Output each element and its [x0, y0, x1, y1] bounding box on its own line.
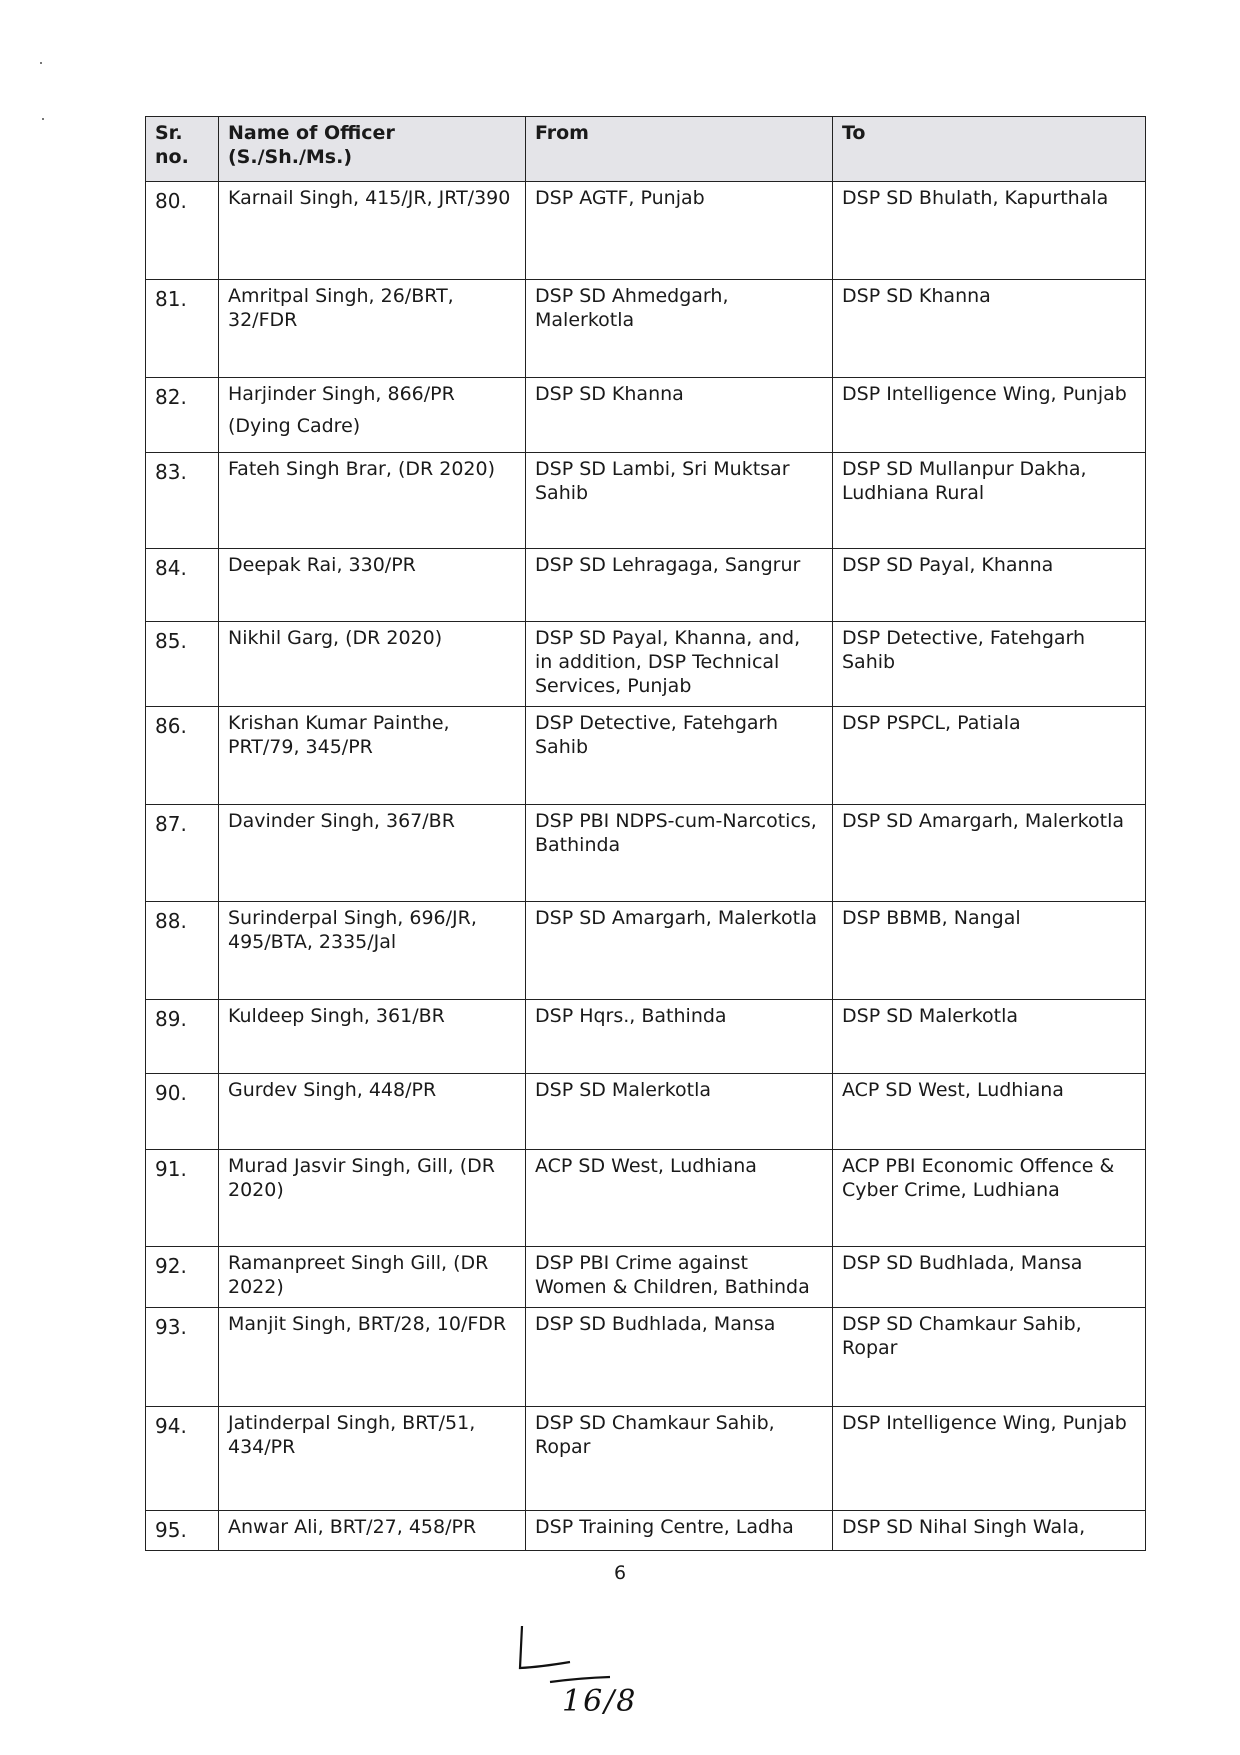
cell-from: DSP Training Centre, Ladha: [526, 1511, 833, 1551]
cell-to: DSP SD Payal, Khanna: [833, 549, 1146, 622]
table-row: [146, 1000, 1146, 1074]
cell-from: DSP AGTF, Punjab: [526, 182, 833, 280]
cell-from: DSP Detective, Fatehgarh Sahib: [526, 707, 833, 805]
cell-to: DSP SD Chamkaur Sahib, Ropar: [833, 1308, 1146, 1407]
cell-from: DSP Hqrs., Bathinda: [526, 1000, 833, 1074]
cell-name: Surinderpal Singh, 696/JR, 495/BTA, 2335/Jal: [219, 902, 526, 1000]
cell-from: DSP SD Lambi, Sri Muktsar Sahib: [526, 453, 833, 549]
cell-from: ACP SD West, Ludhiana: [526, 1150, 833, 1247]
cell-to: DSP SD Mullanpur Dakha, Ludhiana Rural: [833, 453, 1146, 549]
header-name: Name of Officer (S./Sh./Ms.): [219, 117, 526, 182]
table-row: [146, 1407, 1146, 1511]
cell-to: DSP Intelligence Wing, Punjab: [833, 378, 1146, 453]
cell-from: DSP SD Chamkaur Sahib, Ropar: [526, 1407, 833, 1511]
cell-name: Ramanpreet Singh Gill, (DR 2022): [219, 1247, 526, 1308]
cell-name: Amritpal Singh, 26/BRT, 32/FDR: [219, 280, 526, 378]
cell-from: DSP SD Budhlada, Mansa: [526, 1308, 833, 1407]
page-number: 6: [613, 1562, 627, 1584]
cell-to: DSP SD Amargarh, Malerkotla: [833, 805, 1146, 902]
handwritten-signature: [510, 1620, 690, 1690]
table-row: [146, 378, 1146, 453]
cell-sr: 88.: [146, 902, 219, 1000]
table-row: [146, 622, 1146, 707]
cell-sr: 82.: [146, 378, 219, 453]
header-sr: Sr. no.: [146, 117, 219, 182]
cell-from: DSP SD Payal, Khanna, and, in addition, DSP Technical Services, Punjab: [526, 622, 833, 707]
cell-from: DSP SD Khanna: [526, 378, 833, 453]
cell-to: DSP SD Khanna: [833, 280, 1146, 378]
cell-name: Manjit Singh, BRT/28, 10/FDR: [219, 1308, 526, 1407]
cell-from: DSP PBI NDPS-cum-Narcotics, Bathinda: [526, 805, 833, 902]
cell-sr: 89.: [146, 1000, 219, 1074]
cell-sr: 86.: [146, 707, 219, 805]
cell-to: DSP PSPCL, Patiala: [833, 707, 1146, 805]
cell-name: Deepak Rai, 330/PR: [219, 549, 526, 622]
cell-sr: 92.: [146, 1247, 219, 1308]
cell-name: Anwar Ali, BRT/27, 458/PR: [219, 1511, 526, 1551]
cell-to: DSP SD Nihal Singh Wala,: [833, 1511, 1146, 1551]
cell-sr: 84.: [146, 549, 219, 622]
cell-sr: 85.: [146, 622, 219, 707]
cell-sr: 81.: [146, 280, 219, 378]
cell-to: DSP BBMB, Nangal: [833, 902, 1146, 1000]
transfer-table: [145, 116, 1146, 1551]
cell-sr: 87.: [146, 805, 219, 902]
cell-from: DSP SD Amargarh, Malerkotla: [526, 902, 833, 1000]
cell-name: Kuldeep Singh, 361/BR: [219, 1000, 526, 1074]
header-to: To: [833, 117, 1146, 182]
table-row: [146, 1511, 1146, 1551]
cell-name: Nikhil Garg, (DR 2020): [219, 622, 526, 707]
cell-to: DSP SD Bhulath, Kapurthala: [833, 182, 1146, 280]
table-row: [146, 1308, 1146, 1407]
cell-name: Karnail Singh, 415/JR, JRT/390: [219, 182, 526, 280]
cell-sr: 90.: [146, 1074, 219, 1150]
cell-sr: 94.: [146, 1407, 219, 1511]
cell-sr: 91.: [146, 1150, 219, 1247]
cell-to: DSP SD Malerkotla: [833, 1000, 1146, 1074]
cell-sr: 83.: [146, 453, 219, 549]
cell-from: DSP PBI Crime against Women & Children, Bathinda: [526, 1247, 833, 1308]
name-note: (Dying Cadre): [228, 415, 361, 437]
cell-name: Murad Jasvir Singh, Gill, (DR 2020): [219, 1150, 526, 1247]
table-row: [146, 1247, 1146, 1308]
table-row: [146, 280, 1146, 378]
cell-name: Jatinderpal Singh, BRT/51, 434/PR: [219, 1407, 526, 1511]
cell-from: DSP SD Malerkotla: [526, 1074, 833, 1150]
cell-from: DSP SD Lehragaga, Sangrur: [526, 549, 833, 622]
cell-to: DSP SD Budhlada, Mansa: [833, 1247, 1146, 1308]
table-header-row: [146, 117, 1146, 182]
cell-sr: 95.: [146, 1511, 219, 1551]
cell-to: DSP Intelligence Wing, Punjab: [833, 1407, 1146, 1511]
cell-name: Fateh Singh Brar, (DR 2020): [219, 453, 526, 549]
table-row: [146, 805, 1146, 902]
cell-name: Krishan Kumar Painthe, PRT/79, 345/PR: [219, 707, 526, 805]
cell-to: ACP SD West, Ludhiana: [833, 1074, 1146, 1150]
table-row: [146, 1150, 1146, 1247]
signature-note: 16/8: [562, 1684, 638, 1719]
scan-speck: [42, 118, 44, 120]
cell-name: Davinder Singh, 367/BR: [219, 805, 526, 902]
scan-speck: [40, 62, 42, 64]
cell-from: DSP SD Ahmedgarh, Malerkotla: [526, 280, 833, 378]
table-row: [146, 182, 1146, 280]
cell-to: ACP PBI Economic Offence & Cyber Crime, Ludhiana: [833, 1150, 1146, 1247]
cell-name: Harjinder Singh, 866/PR (Dying Cadre): [219, 378, 526, 453]
table-row: [146, 902, 1146, 1000]
table-row: [146, 1074, 1146, 1150]
cell-sr: 93.: [146, 1308, 219, 1407]
table-row: [146, 549, 1146, 622]
cell-to: DSP Detective, Fatehgarh Sahib: [833, 622, 1146, 707]
cell-name: Gurdev Singh, 448/PR: [219, 1074, 526, 1150]
table-row: [146, 707, 1146, 805]
table-row: [146, 453, 1146, 549]
cell-sr: 80.: [146, 182, 219, 280]
header-from: From: [526, 117, 833, 182]
